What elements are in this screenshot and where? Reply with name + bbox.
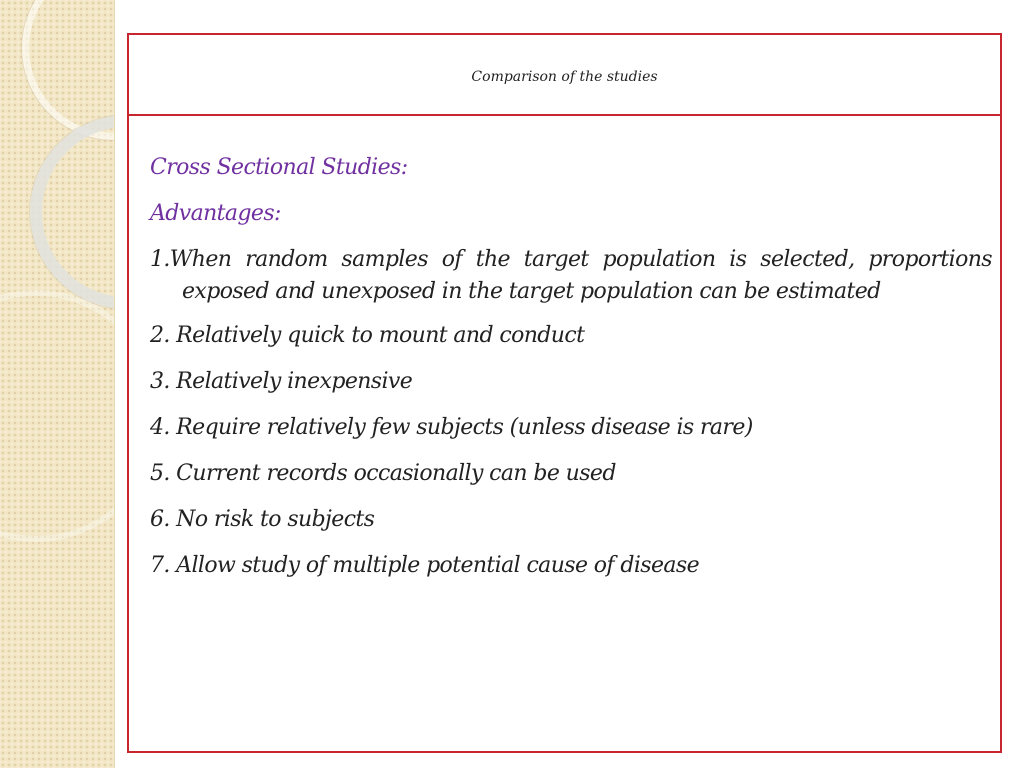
section-subheading: Advantages:	[150, 201, 281, 226]
slide-content	[150, 153, 992, 597]
decorative-ring-middle	[30, 115, 115, 309]
list-item-1-line-1: 1.When random samples of the target population is selected, proportions	[150, 247, 992, 272]
list-item-2: 2. Relatively quick to mount and conduct	[150, 323, 585, 348]
decorative-side-panel	[0, 0, 115, 768]
slide-frame	[127, 33, 1002, 753]
list-item-3: 3. Relatively inexpensive	[150, 369, 413, 394]
title-bar	[129, 35, 1000, 116]
list-item-6: 6. No risk to subjects	[150, 507, 375, 532]
slide-title: Comparison of the studies	[471, 69, 658, 85]
list-item-1	[150, 245, 992, 309]
list-item-1-line-2: exposed and unexposed in the target population can be estimated	[182, 279, 881, 304]
list-item-4: 4. Require relatively few subjects (unless disease is rare)	[150, 415, 753, 440]
section-heading: Cross Sectional Studies:	[150, 155, 408, 180]
decorative-ring-lower	[0, 290, 115, 542]
list-item-7: 7. Allow study of multiple potential cause of disease	[150, 553, 699, 578]
list-item-5: 5. Current records occasionally can be used	[150, 461, 616, 486]
